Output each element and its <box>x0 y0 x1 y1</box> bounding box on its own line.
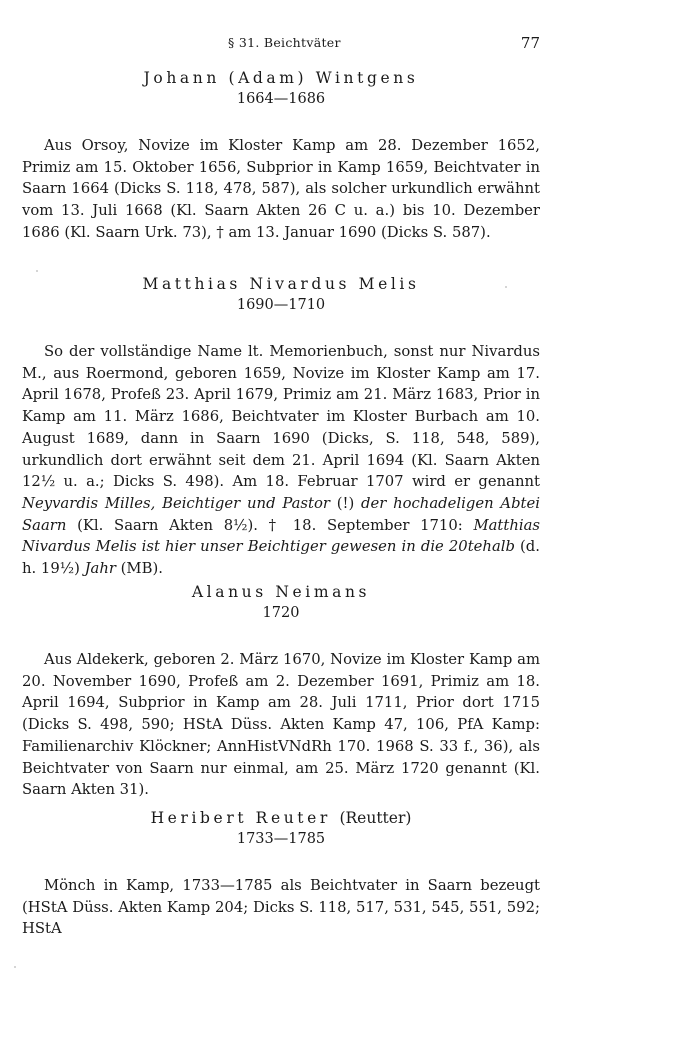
paper-speck <box>14 966 16 968</box>
entry-name <box>22 274 540 295</box>
entry-dates: 1720 <box>262 605 300 621</box>
body-quote: der hochadeligen Abtei Saarn <box>22 494 540 534</box>
entry-body <box>22 341 540 580</box>
entry-dates: 1664—1686 <box>236 91 326 107</box>
body-text: (Kl. Saarn Akten 8½). † 18. September 1710: <box>66 516 474 534</box>
entry-name-variant: (Reutter) <box>339 809 412 827</box>
entry-name-spaced: Alanus Neimans <box>191 583 371 601</box>
entry-name <box>22 808 540 829</box>
body-quote: Jahr <box>84 560 116 578</box>
body-text: (!) <box>329 494 361 512</box>
entry-neimans <box>22 582 540 801</box>
body-text: (d. h. 19½) <box>22 538 540 578</box>
entry-reuter <box>22 808 540 940</box>
entry-name-spaced: Johann (Adam) Wintgens <box>143 69 419 87</box>
entry-wintgens <box>22 68 540 244</box>
body-text: So der vollständige Name lt. Memorienbuch, sonst nur Nivardus M., aus Roermond, geboren 1659, Novize im Kloster Kamp am 17. April 1678, Profeß 23. April 1679, Primiz am 21. März 1683, Prior in Kamp am 11. März 1686, Beichtvater im Kloster Burbach am 10. August 1689, dann in Saarn 1690 (Dicks, S. 118, 548, 589), urkundlich dort erwähnt seit dem 21. April 1694 (Kl. Saarn Akten 12½ u. a.; Dicks S. 498). Am 18. Februar 1707 wird er genannt <box>22 343 540 491</box>
body-quote: Matthias Nivardus Melis ist hier unser Beichtiger gewesen in die 20tehalb <box>22 516 540 556</box>
running-head <box>0 35 700 55</box>
entry-name-spaced: Heribert Reuter <box>150 809 331 827</box>
entry-melis <box>22 274 540 580</box>
entry-body: Aus Aldekerk, geboren 2. März 1670, Novize im Kloster Kamp am 20. November 1690, Profeß am 2. Dezember 1691, Primiz am 18. April 1694, Subprior in Kamp am 28. Juli 1711, Prior dort 1715 (Dicks S. 498, 590; HStA Düss. Akten Kamp 47, 106, PfA Kamp: Familienarchiv Klöckner; AnnHistVNdRh 170. 1968 S. 33 f., 36), als Beichtvater von Saarn nur einmal, am 25. März 1720 genannt (Kl. Saarn Akten 31). <box>22 651 540 799</box>
running-title: § 31. Beichtväter <box>228 35 341 50</box>
entry-dates: 1690—1710 <box>236 297 326 313</box>
entry-body: Aus Orsoy, Novize im Kloster Kamp am 28. Dezember 1652, Primiz am 15. Oktober 1656, Subprior in Kamp 1659, Beichtvater in Saarn 1664 (Dicks S. 118, 478, 587), als solcher urkundlich erwähnt vom 13. Juli 1668 (Kl. Saarn Akten 26 C u. a.) bis 10. Dezember 1686 (Kl. Saarn Urk. 73), † am 13. Januar 1690 (Dicks S. 587). <box>22 137 540 241</box>
body-text: (MB). <box>115 560 163 578</box>
entry-name <box>22 582 540 603</box>
body-quote: Neyvardis Milles, Beichtiger und Pastor <box>22 494 330 512</box>
page-number: 77 <box>520 34 540 52</box>
entry-dates: 1733—1785 <box>236 831 326 847</box>
entry-body: Mönch in Kamp, 1733—1785 als Beichtvater in Saarn bezeugt (HStA Düss. Akten Kamp 204; Dicks S. 118, 517, 531, 545, 551, 592; HStA <box>22 877 540 938</box>
entry-name-spaced: Matthias Nivardus Melis <box>142 275 420 293</box>
paper-speck <box>505 286 507 288</box>
paper-speck <box>36 270 38 272</box>
entry-name <box>22 68 540 89</box>
